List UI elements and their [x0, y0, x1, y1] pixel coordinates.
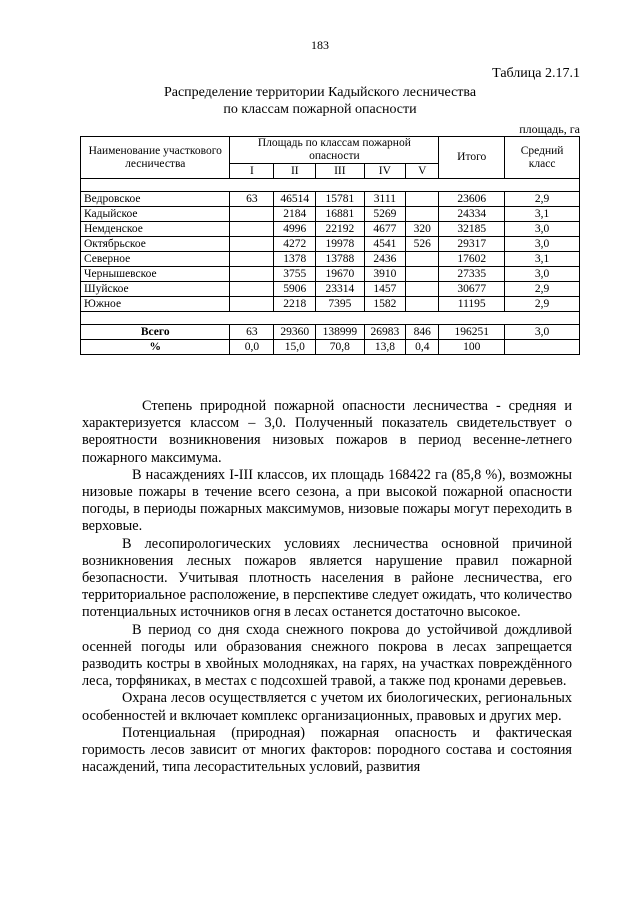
- cell-total: 100: [439, 340, 505, 355]
- paragraph: В период со дня схода снежного покрова до устойчивой дождливой осенней погоды или образования снежного покрова в лесах запрещается разводить костры в хвойных молодняках, на гарях, на участках повреждённого леса, торфяниках, в местах с подсохшей травой, а также под кронами деревьев.: [82, 621, 572, 690]
- cell-total: 23606: [439, 192, 505, 207]
- cell-c4: 4677: [364, 222, 406, 237]
- table-title-line1: Распределение территории Кадыйского лесничества: [163, 85, 477, 100]
- cell-c3: 19978: [316, 237, 364, 252]
- table-units: площадь, га: [519, 122, 580, 136]
- cell-c2: 4272: [274, 237, 316, 252]
- cell-c4: 1582: [364, 297, 406, 312]
- table-row: [81, 297, 580, 312]
- cell-c5: 0,4: [406, 340, 439, 355]
- cell-c5: [406, 252, 439, 267]
- cell-c2: 5906: [274, 282, 316, 297]
- cell-avg: [505, 340, 580, 355]
- cell-name: %: [81, 340, 230, 355]
- cell-c5: [406, 192, 439, 207]
- cell-c4: 1457: [364, 282, 406, 297]
- header-class-5: V: [406, 164, 439, 179]
- blank-row: [81, 312, 580, 325]
- cell-c5: [406, 207, 439, 222]
- table-header-row: [81, 137, 580, 164]
- cell-c5: 320: [406, 222, 439, 237]
- cell-c1: 63: [230, 192, 274, 207]
- header-class-1: I: [230, 164, 274, 179]
- cell-c2: 15,0: [274, 340, 316, 355]
- cell-name: Шуйское: [81, 282, 230, 297]
- cell-name: Северное: [81, 252, 230, 267]
- cell-c2: 46514: [274, 192, 316, 207]
- cell-c2: 2218: [274, 297, 316, 312]
- cell-total: 11195: [439, 297, 505, 312]
- cell-total: 29317: [439, 237, 505, 252]
- fire-danger-table: [80, 136, 580, 355]
- header-avg-class: Средний класс: [505, 137, 580, 179]
- blank-row: [81, 179, 580, 192]
- cell-c1: [230, 207, 274, 222]
- cell-c1: [230, 297, 274, 312]
- cell-c1: [230, 237, 274, 252]
- table-row: [81, 282, 580, 297]
- cell-name: Чернышевское: [81, 267, 230, 282]
- paragraph: Охрана лесов осуществляется с учетом их биологических, региональных особенностей и включает комплекс организационных, правовых и других мер.: [82, 690, 572, 724]
- cell-c2: 29360: [274, 325, 316, 340]
- cell-c1: [230, 282, 274, 297]
- cell-c3: 70,8: [316, 340, 364, 355]
- cell-avg: 3,0: [505, 222, 580, 237]
- header-class-3: III: [316, 164, 364, 179]
- cell-avg: 3,1: [505, 252, 580, 267]
- cell-c4: 3910: [364, 267, 406, 282]
- cell-c5: [406, 297, 439, 312]
- cell-c1: 0,0: [230, 340, 274, 355]
- cell-total: 24334: [439, 207, 505, 222]
- cell-avg: 3,0: [505, 325, 580, 340]
- header-class-4: IV: [364, 164, 406, 179]
- cell-c3: 13788: [316, 252, 364, 267]
- cell-c3: 16881: [316, 207, 364, 222]
- table-row: [81, 207, 580, 222]
- cell-c4: 5269: [364, 207, 406, 222]
- table-title: [0, 84, 640, 118]
- cell-c2: 3755: [274, 267, 316, 282]
- table-row: [81, 222, 580, 237]
- table-row: [81, 267, 580, 282]
- cell-c4: 4541: [364, 237, 406, 252]
- cell-total: 17602: [439, 252, 505, 267]
- cell-c3: 7395: [316, 297, 364, 312]
- cell-total: 32185: [439, 222, 505, 237]
- table-row: [81, 192, 580, 207]
- cell-c2: 2184: [274, 207, 316, 222]
- cell-c4: 3111: [364, 192, 406, 207]
- table-label: Таблица 2.17.1: [492, 66, 580, 81]
- cell-c5: 846: [406, 325, 439, 340]
- header-area-group: Площадь по классам пожарной опасности: [230, 137, 439, 164]
- table-row: [81, 237, 580, 252]
- cell-avg: 3,1: [505, 207, 580, 222]
- cell-name: Южное: [81, 297, 230, 312]
- cell-total: 196251: [439, 325, 505, 340]
- cell-c2: 1378: [274, 252, 316, 267]
- paragraph: Степень природной пожарной опасности лесничества - средняя и характеризуется классом – 3,0. Полученный показатель свидетельствует о вероятности возникновения низовых пожаров в период весенне-летнего пожарного максимума.: [82, 398, 572, 466]
- cell-total: 27335: [439, 267, 505, 282]
- percent-row: [81, 340, 580, 355]
- cell-avg: 3,0: [505, 267, 580, 282]
- paragraph: В лесопирологических условиях лесничества основной причиной возникновения лесных пожаров является нарушение правил пожарной безопасности. Учитывая плотность населения в районе лесничества, его территориальное расположение, в перспективе следует ожидать, что количество потенциальных источников огня в лесах останется достаточно высокое.: [82, 535, 572, 621]
- cell-c5: [406, 267, 439, 282]
- paragraph: В насаждениях I-III классов, их площадь 168422 га (85,8 %), возможны низовые пожары в течение всего сезона, а при высокой пожарной опасности погоды, в периоды пожарных максимумов, низовые пожары могут переходить в верховые.: [82, 466, 572, 535]
- cell-name: Октябрьское: [81, 237, 230, 252]
- page-number: 183: [311, 38, 329, 52]
- cell-avg: 3,0: [505, 237, 580, 252]
- cell-c1: 63: [230, 325, 274, 340]
- cell-c1: [230, 252, 274, 267]
- body-text: [82, 398, 572, 776]
- cell-c5: [406, 282, 439, 297]
- table-title-line2: по классам пожарной опасности: [223, 102, 417, 117]
- cell-c3: 22192: [316, 222, 364, 237]
- header-total: Итого: [439, 137, 505, 179]
- total-row: [81, 325, 580, 340]
- cell-c3: 138999: [316, 325, 364, 340]
- cell-avg: 2,9: [505, 282, 580, 297]
- cell-avg: 2,9: [505, 297, 580, 312]
- paragraph: Потенциальная (природная) пожарная опасность и фактическая горимость лесов зависит от многих факторов: породного состава и состояния насаждений, типа лесорастительных условий, развития: [82, 724, 572, 776]
- cell-c3: 15781: [316, 192, 364, 207]
- cell-c1: [230, 267, 274, 282]
- cell-c3: 23314: [316, 282, 364, 297]
- cell-name: Немденское: [81, 222, 230, 237]
- cell-total: 30677: [439, 282, 505, 297]
- cell-avg: 2,9: [505, 192, 580, 207]
- cell-c4: 2436: [364, 252, 406, 267]
- cell-c3: 19670: [316, 267, 364, 282]
- cell-name: Кадыйское: [81, 207, 230, 222]
- cell-name: Всего: [81, 325, 230, 340]
- header-class-2: II: [274, 164, 316, 179]
- cell-c4: 13,8: [364, 340, 406, 355]
- cell-c4: 26983: [364, 325, 406, 340]
- cell-c1: [230, 222, 274, 237]
- table-row: [81, 252, 580, 267]
- cell-c5: 526: [406, 237, 439, 252]
- table-body: [81, 179, 580, 355]
- header-name: Наименование участкового лесничества: [81, 137, 230, 179]
- cell-name: Ведровское: [81, 192, 230, 207]
- cell-c2: 4996: [274, 222, 316, 237]
